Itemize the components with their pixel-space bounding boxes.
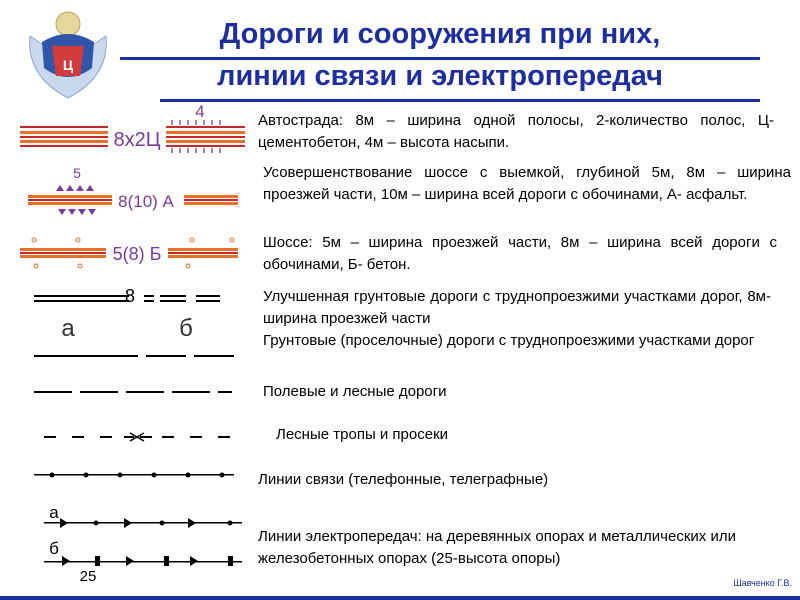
title-line-2: линии связи и электропередач — [217, 60, 663, 92]
desc-highway: Шоссе: 5м – ширина проезжей части, 8м – ширина всей дороги с обочинами, Б- бетон. — [263, 234, 777, 273]
dirt-road-symbol — [34, 355, 234, 357]
marker-a: а — [61, 315, 75, 342]
desc-comm-line: Линии связи (телефонные, телеграфные) — [258, 471, 549, 488]
comm-line-symbol — [34, 473, 234, 478]
field-road-symbol — [34, 391, 232, 393]
svg-text:Ц: Ц — [62, 57, 74, 73]
dirt-road-improved-symbol — [34, 286, 220, 342]
highway-improved-label: 8(10) А — [118, 192, 174, 211]
power-marker-b: б — [49, 539, 59, 558]
highway-symbol — [20, 238, 238, 268]
desc-dirt-road: Грунтовые (проселочные) дороги с труднопроезжими участками дорог — [263, 332, 755, 349]
desc-autostrada: Автострада: 8м – ширина одной полосы, 2-количество полос, Ц- цементобетон, 4м – высота насыпи. — [258, 112, 774, 151]
desc-forest-path: Лесные тропы и просеки — [276, 426, 449, 443]
dirt-road-improved-label: 8 — [124, 286, 136, 306]
highway-label: 5(8) Б — [112, 244, 162, 264]
autostrada-label: 8х2Ц — [113, 129, 161, 151]
power-line-symbol — [44, 503, 242, 585]
highway-improved-depth: 5 — [73, 165, 81, 181]
desc-highway-improved: Усовершенствование шоссе с выемкой, глубиной 5м, 8м – ширина проезжей части, 10м – ширина всей дороги с обочинами, А- асфальт. — [263, 164, 791, 203]
desc-dirt-road-improved: Улучшенная грунтовые дороги с труднопроезжими участками дорог, 8м- ширина проезжей части — [263, 288, 771, 327]
highway-improved-symbol — [28, 165, 238, 215]
marker-b: б — [179, 315, 193, 342]
forest-path-symbol — [44, 433, 230, 441]
title-line-1: Дороги и сооружения при них, — [219, 18, 661, 50]
desc-field-road: Полевые и лесные дороги — [263, 383, 447, 400]
autostrada-height: 4 — [195, 102, 205, 121]
author-credit: Шавченко Г.В. — [733, 578, 792, 588]
bottom-border — [0, 596, 800, 600]
pole-height: 25 — [79, 568, 97, 585]
autostrada-symbol — [20, 102, 245, 153]
desc-power-line: Линии электропередач: на деревянных опорах и металлических или железобетонных опорах (25-высота опоры) — [258, 528, 736, 567]
power-marker-a: а — [49, 503, 59, 522]
